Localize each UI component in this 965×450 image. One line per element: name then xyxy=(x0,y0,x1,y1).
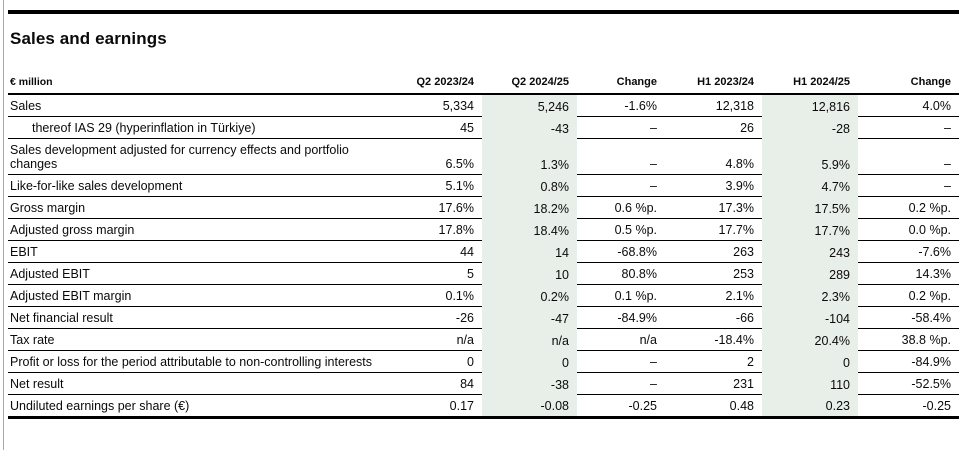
value-cell: 243 xyxy=(762,241,858,263)
table-row xyxy=(8,175,959,197)
table-row xyxy=(8,329,959,351)
row-label: EBIT xyxy=(8,241,396,263)
value-cell: 17.7% xyxy=(762,219,858,241)
value-cell: – xyxy=(858,117,959,139)
value-cell: 0.5 %p. xyxy=(577,219,665,241)
value-cell: n/a xyxy=(482,329,577,351)
table-row xyxy=(8,197,959,219)
value-cell: – xyxy=(577,117,665,139)
value-cell: 17.8% xyxy=(396,219,482,241)
row-label: Adjusted gross margin xyxy=(8,219,396,241)
value-cell: 0.1 %p. xyxy=(577,285,665,307)
value-cell: – xyxy=(577,351,665,373)
row-label: Net financial result xyxy=(8,307,396,329)
value-cell: 18.2% xyxy=(482,197,577,219)
value-cell: 0.0 %p. xyxy=(858,219,959,241)
value-cell: 45 xyxy=(396,117,482,139)
row-label: Sales xyxy=(8,94,396,117)
value-cell: -66 xyxy=(665,307,762,329)
value-cell: 17.5% xyxy=(762,197,858,219)
value-cell: 84 xyxy=(396,373,482,395)
table-row xyxy=(8,94,959,117)
page-left-edge-line xyxy=(3,0,4,450)
value-cell: 253 xyxy=(665,263,762,285)
value-cell: -84.9% xyxy=(577,307,665,329)
value-cell: 20.4% xyxy=(762,329,858,351)
value-cell: -0.25 xyxy=(858,395,959,418)
table-row xyxy=(8,241,959,263)
value-cell: 10 xyxy=(482,263,577,285)
value-cell: -58.4% xyxy=(858,307,959,329)
row-label: Profit or loss for the period attributable to non-controlling interests xyxy=(8,351,396,373)
value-cell: 4.0% xyxy=(858,94,959,117)
value-cell: 0.1% xyxy=(396,285,482,307)
table-row xyxy=(8,395,959,418)
value-cell: 2 xyxy=(665,351,762,373)
value-cell: 5.9% xyxy=(762,139,858,175)
value-cell: 0 xyxy=(762,351,858,373)
value-cell: – xyxy=(577,175,665,197)
value-cell: -26 xyxy=(396,307,482,329)
value-cell: 14 xyxy=(482,241,577,263)
value-cell: 0.17 xyxy=(396,395,482,418)
value-cell: -84.9% xyxy=(858,351,959,373)
column-header-5: H1 2024/25 xyxy=(762,74,858,94)
value-cell: – xyxy=(577,139,665,175)
row-label: Adjusted EBIT xyxy=(8,263,396,285)
table-row xyxy=(8,285,959,307)
row-label: Undiluted earnings per share (€) xyxy=(8,395,396,418)
value-cell: 263 xyxy=(665,241,762,263)
value-cell: 231 xyxy=(665,373,762,395)
value-cell: 5 xyxy=(396,263,482,285)
value-cell: – xyxy=(858,175,959,197)
value-cell: 0.8% xyxy=(482,175,577,197)
value-cell: -68.8% xyxy=(577,241,665,263)
value-cell: 3.9% xyxy=(665,175,762,197)
value-cell: -7.6% xyxy=(858,241,959,263)
value-cell: -0.25 xyxy=(577,395,665,418)
report-content xyxy=(8,0,959,419)
value-cell: 17.7% xyxy=(665,219,762,241)
column-header-2: Q2 2024/25 xyxy=(482,74,577,94)
column-header-1: Q2 2023/24 xyxy=(396,74,482,94)
value-cell: 17.6% xyxy=(396,197,482,219)
value-cell: -18.4% xyxy=(665,329,762,351)
value-cell: 38.8 %p. xyxy=(858,329,959,351)
value-cell: 289 xyxy=(762,263,858,285)
value-cell: 2.1% xyxy=(665,285,762,307)
row-label: Tax rate xyxy=(8,329,396,351)
value-cell: 4.8% xyxy=(665,139,762,175)
value-cell: 12,318 xyxy=(665,94,762,117)
table-header-row xyxy=(8,74,959,94)
table-row xyxy=(8,307,959,329)
value-cell: -47 xyxy=(482,307,577,329)
value-cell: -1.6% xyxy=(577,94,665,117)
table-row xyxy=(8,351,959,373)
value-cell: 12,816 xyxy=(762,94,858,117)
value-cell: 5,246 xyxy=(482,94,577,117)
value-cell: 0.48 xyxy=(665,395,762,418)
value-cell: -0.08 xyxy=(482,395,577,418)
row-label: Sales development adjusted for currency effects and portfolio changes xyxy=(8,139,396,175)
value-cell: 26 xyxy=(665,117,762,139)
value-cell: 0.2 %p. xyxy=(858,285,959,307)
value-cell: 80.8% xyxy=(577,263,665,285)
value-cell: 6.5% xyxy=(396,139,482,175)
value-cell: -104 xyxy=(762,307,858,329)
table-row xyxy=(8,373,959,395)
value-cell: 44 xyxy=(396,241,482,263)
value-cell: 0.2 %p. xyxy=(858,197,959,219)
value-cell: -38 xyxy=(482,373,577,395)
value-cell: 1.3% xyxy=(482,139,577,175)
value-cell: 0 xyxy=(482,351,577,373)
value-cell: 5,334 xyxy=(396,94,482,117)
value-cell: 18.4% xyxy=(482,219,577,241)
row-label: Adjusted EBIT margin xyxy=(8,285,396,307)
table-row xyxy=(8,139,959,175)
row-label: thereof IAS 29 (hyperinflation in Türkiye) xyxy=(8,117,396,139)
table-row xyxy=(8,219,959,241)
value-cell: -43 xyxy=(482,117,577,139)
row-label: Like-for-like sales development xyxy=(8,175,396,197)
value-cell: 0.6 %p. xyxy=(577,197,665,219)
value-cell: 14.3% xyxy=(858,263,959,285)
table-row xyxy=(8,117,959,139)
value-cell: – xyxy=(577,373,665,395)
value-cell: 17.3% xyxy=(665,197,762,219)
column-header-6: Change xyxy=(858,74,959,94)
value-cell: 110 xyxy=(762,373,858,395)
top-rule xyxy=(8,10,959,14)
value-cell: 0.23 xyxy=(762,395,858,418)
sales-earnings-table xyxy=(8,74,959,419)
value-cell: -52.5% xyxy=(858,373,959,395)
row-label: Gross margin xyxy=(8,197,396,219)
page-title: Sales and earnings xyxy=(10,29,167,48)
value-cell: 4.7% xyxy=(762,175,858,197)
value-cell: n/a xyxy=(577,329,665,351)
table-row xyxy=(8,263,959,285)
value-cell: 0 xyxy=(396,351,482,373)
value-cell: 0.2% xyxy=(482,285,577,307)
value-cell: 5.1% xyxy=(396,175,482,197)
value-cell: – xyxy=(858,139,959,175)
row-label: Net result xyxy=(8,373,396,395)
unit-label: € million xyxy=(8,74,396,94)
value-cell: -28 xyxy=(762,117,858,139)
column-header-4: H1 2023/24 xyxy=(665,74,762,94)
value-cell: n/a xyxy=(396,329,482,351)
value-cell: 2.3% xyxy=(762,285,858,307)
column-header-3: Change xyxy=(577,74,665,94)
